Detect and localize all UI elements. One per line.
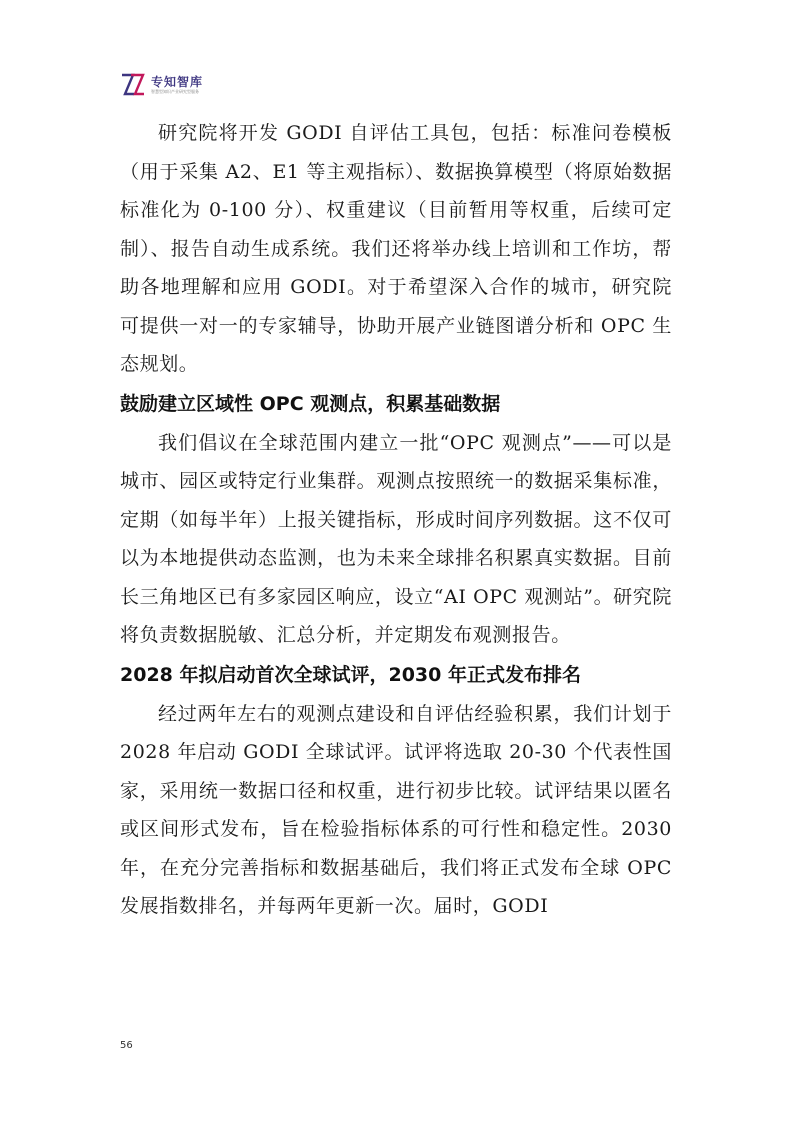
logo-tagline: 智慧型知识产业研究型服务 bbox=[151, 88, 199, 94]
page-number: 56 bbox=[120, 1040, 133, 1051]
paragraph: 经过两年左右的观测点建设和自评估经验积累，我们计划于 2028 年启动 GODI 全球试评。试评将选取 20-30 个代表性国家，采用统一数据口径和权重，进行初步比较。试评结果以匿名或区间形式发布，旨在检验指标体系的可行性和稳定性。2030 年，在充分完善指标和数据基础后，我们将正式发布全球 OPC 发展指数排名，并每两年更新一次。届时，GODI bbox=[120, 702, 672, 917]
logo-name: 专知智库 bbox=[151, 74, 204, 89]
page-content bbox=[120, 114, 672, 926]
brand-logo bbox=[120, 72, 203, 98]
zhuanzhi-logo-icon bbox=[120, 72, 146, 98]
paragraph: 我们倡议在全球范围内建立一批“OPC 观测点”——可以是城市、园区或特定行业集群。观测点按照统一的数据采集标准，定期（如每半年）上报关键指标，形成时间序列数据。这不仅可以为本地提供动态监测，也为未来全球排名积累真实数据。目前长三角地区已有多家园区响应，设立“AI OPC 观测站”。研究院将负责数据脱敏、汇总分析，并定期发布观测报告。 bbox=[120, 431, 672, 646]
paragraph: 研究院将开发 GODI 自评估工具包，包括：标准问卷模板（用于采集 A2、E1 等主观指标）、数据换算模型（将原始数据标准化为 0-100 分）、权重建议（目前暂用等权重，后续可定制）、报告自动生成系统。我们还将举办线上培训和工作坊，帮助各地理解和应用 GODI。对于希望深入合作的城市，研究院可提供一对一的专家辅导，协助开展产业链图谱分析和 OPC 生态规划。 bbox=[120, 122, 672, 375]
section-heading: 鼓励建立区域性 OPC 观测点，积累基础数据 bbox=[120, 392, 501, 415]
section-heading: 2028 年拟启动首次全球试评，2030 年正式发布排名 bbox=[120, 663, 581, 686]
